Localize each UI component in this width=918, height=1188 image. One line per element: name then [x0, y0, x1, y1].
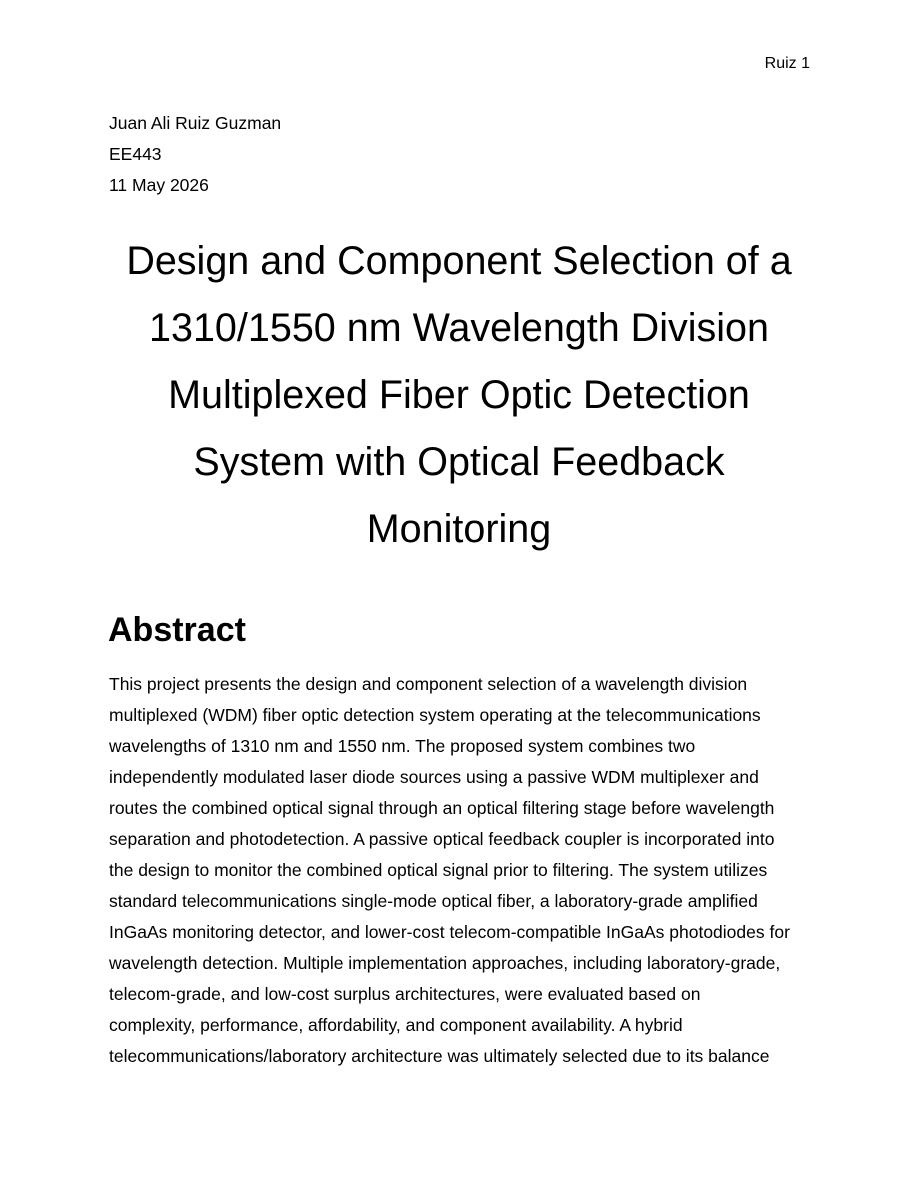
course-name: EE443: [109, 144, 162, 164]
abstract-line: standard telecommunications single-mode optical fiber, a laboratory-grade amplified: [109, 891, 758, 911]
author-name: Juan Ali Ruiz Guzman: [109, 113, 282, 133]
document-title: [109, 228, 809, 563]
abstract-heading: Abstract: [108, 611, 246, 649]
abstract-line: InGaAs monitoring detector, and lower-cost telecom-compatible InGaAs photodiodes for: [109, 922, 790, 942]
abstract-line: independently modulated laser diode sources using a passive WDM multiplexer and: [109, 767, 759, 787]
abstract-line: telecommunications/laboratory architecture was ultimately selected due to its balance: [109, 1046, 770, 1066]
abstract-line: wavelengths of 1310 nm and 1550 nm. The proposed system combines two: [109, 736, 696, 756]
abstract-line: complexity, performance, affordability, and component availability. A hybrid: [109, 1015, 683, 1035]
mla-heading: [109, 108, 281, 201]
abstract-line: This project presents the design and component selection of a wavelength division: [109, 674, 748, 694]
title-line: Multiplexed Fiber Optic Detection: [168, 373, 750, 417]
page-header: Ruiz 1: [764, 55, 810, 72]
abstract-line: separation and photodetection. A passive optical feedback coupler is incorporated into: [109, 829, 775, 849]
title-line: Monitoring: [366, 507, 552, 551]
title-line: System with Optical Feedback: [193, 440, 725, 484]
abstract-line: multiplexed (WDM) fiber optic detection system operating at the telecommunications: [109, 705, 761, 725]
title-line: Design and Component Selection of a: [126, 239, 792, 283]
abstract-body: [109, 669, 814, 1072]
abstract-line: telecom-grade, and low-cost surplus architectures, were evaluated based on: [109, 984, 701, 1004]
document-date: 11 May 2026: [109, 175, 209, 195]
abstract-line: the design to monitor the combined optical signal prior to filtering. The system utilizes: [109, 860, 768, 880]
title-line: 1310/1550 nm Wavelength Division: [149, 306, 769, 350]
abstract-line: routes the combined optical signal through an optical filtering stage before wavelength: [109, 798, 775, 818]
abstract-line: wavelength detection. Multiple implementation approaches, including laboratory-grade,: [109, 953, 781, 973]
